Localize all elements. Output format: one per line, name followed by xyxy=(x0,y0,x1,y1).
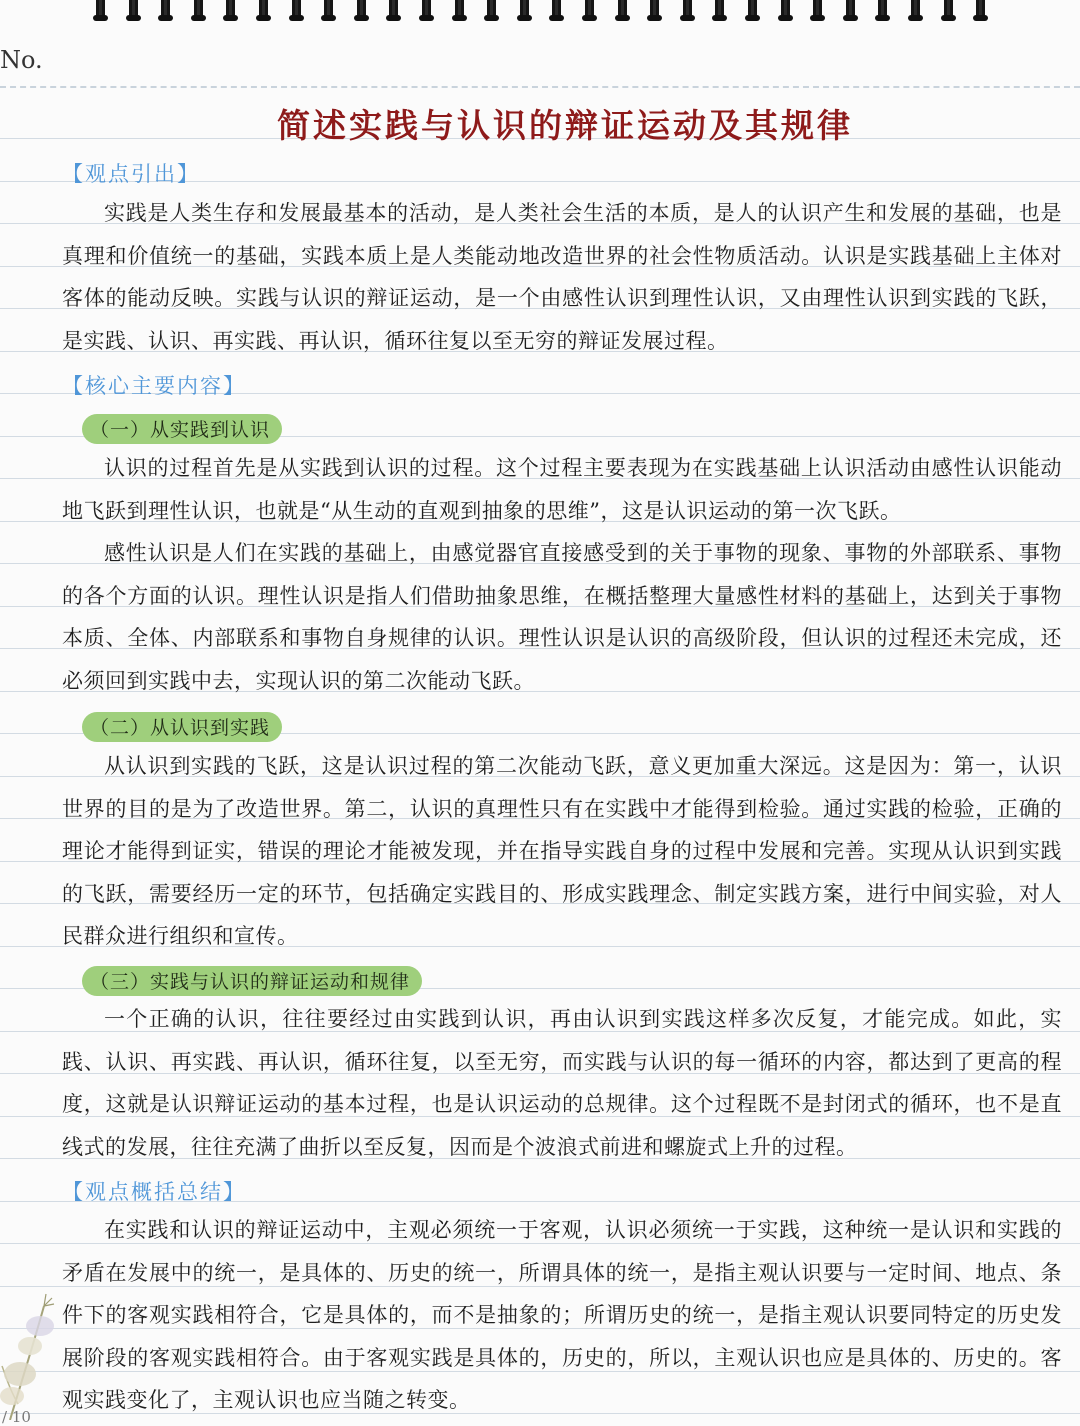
binding-ring-icon xyxy=(618,0,627,20)
sub1-paragraph-1: 认识的过程首先是从实践到认识的过程。这个过程主要表现为在实践基础上认识活动由感性认识能动地飞跃到理性认识，也就是“从生动的直观到抽象的思维”，这是认识运动的第一次飞跃。 xyxy=(62,456,1062,523)
intro-paragraph: 实践是人类生存和发展最基本的活动，是人类社会生活的本质，是人的认识产生和发展的基础，也是真理和价值统一的基础，实践本质上是人类能动地改造世界的社会性物质活动。认识是实践基础上主体对客体的能动反映。实践与认识的辩证运动，是一个由感性认识到理性认识，又由理性认识到实践的飞跃，是实践、认识、再实践、再认识，循环往复以至无穷的辩证发展过程。 xyxy=(62,201,1062,353)
spiral-binding xyxy=(0,0,1080,30)
subheading-3: （三）实践与认识的辩证运动和规律 xyxy=(82,966,422,996)
binding-ring-icon xyxy=(226,0,235,20)
binding-ring-icon xyxy=(585,0,594,20)
binding-ring-icon xyxy=(781,0,790,20)
subheading-2: （二）从认识到实践 xyxy=(82,712,282,742)
binding-ring-icon xyxy=(650,0,659,20)
binding-ring-icon xyxy=(683,0,692,20)
binding-ring-icon xyxy=(976,0,985,20)
binding-ring-icon xyxy=(878,0,887,20)
binding-ring-icon xyxy=(715,0,724,20)
binding-ring-icon xyxy=(259,0,268,20)
core-heading: 【核心主要内容】 xyxy=(62,374,246,398)
binding-ring-icon xyxy=(813,0,822,20)
header-divider xyxy=(0,86,1080,88)
sub3-paragraph-1: 一个正确的认识，往往要经过由实践到认识，再由认识到实践这样多次反复，才能完成。如此，实践、认识、再实践、再认识，循环往复，以至无穷，而实践与认识的每一循环的内容，都达到了更高的程度，这就是认识辩证运动的基本过程，也是认识运动的总规律。这个过程既不是封闭式的循环，也不是直线式的发展，往往充满了曲折以至反复，因而是个波浪式前进和螺旋式上升的过程。 xyxy=(62,1007,1062,1159)
binding-ring-icon xyxy=(389,0,398,20)
binding-ring-icon xyxy=(96,0,105,20)
binding-ring-icon xyxy=(944,0,953,20)
binding-ring-icon xyxy=(161,0,170,20)
binding-ring-icon xyxy=(194,0,203,20)
binding-ring-icon xyxy=(552,0,561,20)
page-title: 简述实践与认识的辩证运动及其规律 xyxy=(277,106,853,145)
binding-ring-icon xyxy=(422,0,431,20)
binding-ring-icon xyxy=(487,0,496,20)
intro-heading: 【观点引出】 xyxy=(62,162,200,186)
binding-ring-icon xyxy=(129,0,138,20)
binding-ring-icon xyxy=(292,0,301,20)
summary-heading: 【观点概括总结】 xyxy=(62,1180,246,1204)
binding-ring-icon xyxy=(748,0,757,20)
binding-ring-icon xyxy=(324,0,333,20)
binding-ring-icon xyxy=(357,0,366,20)
page-number-label: No. xyxy=(0,46,43,74)
binding-ring-icon xyxy=(911,0,920,20)
summary-paragraph: 在实践和认识的辩证运动中，主观必须统一于客观，认识必须统一于实践，这种统一是认识和实践的矛盾在发展中的统一，是具体的、历史的统一，所谓具体的统一，是指主观认识要与一定时间、地点、条件下的客观实践相符合，它是具体的，而不是抽象的；所谓历史的统一，是指主观认识要同特定的历史发展阶段的客观实践相符合。由于客观实践是具体的，历史的，所以，主观认识也应是具体的、历史的。客观实践变化了，主观认识也应当随之转变。 xyxy=(62,1218,1062,1412)
page-number: / 10 xyxy=(2,1408,31,1426)
sub2-paragraph-1: 从认识到实践的飞跃，这是认识过程的第二次能动飞跃，意义更加重大深远。这是因为：第一，认识世界的目的是为了改造世界。第二，认识的真理性只有在实践中才能得到检验。通过实践的检验，正确的理论才能得到证实，错误的理论才能被发现，并在指导实践自身的过程中发展和完善。实现从认识到实践的飞跃，需要经历一定的环节，包括确定实践目的、形成实践理念、制定实践方案，进行中间实验，对人民群众进行组织和宣传。 xyxy=(62,754,1062,948)
flower-decoration-icon xyxy=(0,1286,70,1420)
binding-ring-icon xyxy=(455,0,464,20)
binding-ring-icon xyxy=(520,0,529,20)
subheading-1: （一）从实践到认识 xyxy=(82,414,282,444)
binding-ring-icon xyxy=(846,0,855,20)
sub1-paragraph-2: 感性认识是人们在实践的基础上，由感觉器官直接感受到的关于事物的现象、事物的外部联系、事物的各个方面的认识。理性认识是指人们借助抽象思维，在概括整理大量感性材料的基础上，达到关于事物本质、全体、内部联系和事物自身规律的认识。理性认识是认识的高级阶段，但认识的过程还未完成，还必须回到实践中去，实现认识的第二次能动飞跃。 xyxy=(62,541,1062,693)
